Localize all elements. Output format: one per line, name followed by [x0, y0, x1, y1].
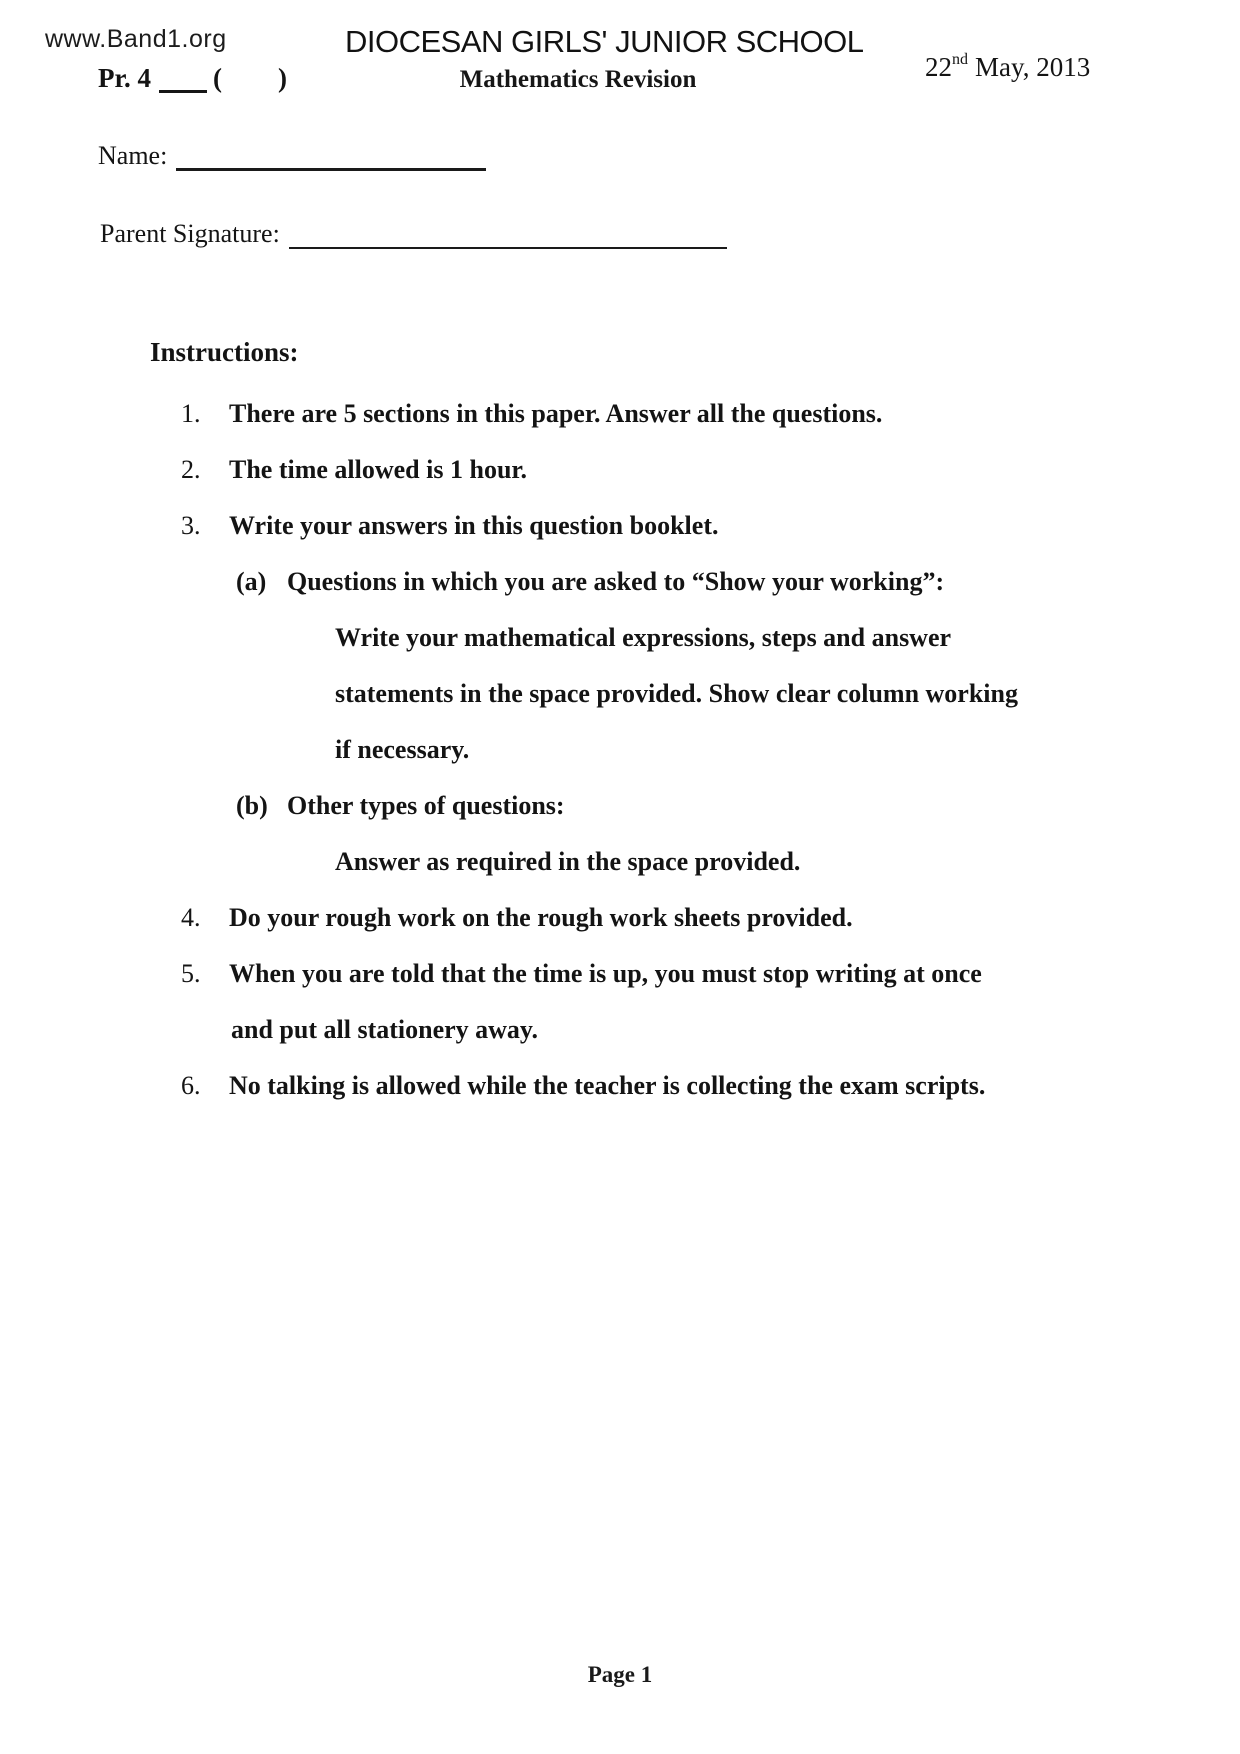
instruction-row: [0, 1058, 1240, 1114]
class-line: [98, 63, 287, 94]
paren-close: ): [278, 63, 287, 93]
school-name: DIOCESAN GIRLS' JUNIOR SCHOOL: [345, 24, 864, 59]
exam-date: [925, 52, 1090, 83]
subject-title: Mathematics Revision: [459, 66, 697, 93]
parent-signature-label: Parent Signature:: [100, 219, 280, 248]
instruction-continuation-row: [0, 666, 1240, 722]
instruction-text: if necessary.: [335, 735, 470, 764]
instruction-subitem-row: [0, 778, 1240, 834]
instruction-continuation-row: [0, 834, 1240, 890]
instruction-text: There are 5 sections in this paper. Answer all the questions.: [229, 399, 883, 428]
instruction-text: statements in the space provided. Show clear column working: [335, 679, 1018, 708]
paren-open: (: [213, 63, 222, 93]
date-day: 22: [925, 52, 952, 82]
instruction-continuation-row: [0, 722, 1240, 778]
instruction-text: Answer as required in the space provided.: [335, 847, 801, 876]
name-field-row: [98, 141, 486, 171]
instruction-text: No talking is allowed while the teacher is collecting the exam scripts.: [229, 1071, 986, 1100]
instruction-text: Write your mathematical expressions, steps and answer: [335, 623, 952, 652]
instruction-row: [0, 946, 1240, 1002]
instruction-continuation-row: [0, 610, 1240, 666]
instruction-number: 4.: [181, 903, 201, 932]
instruction-number: 2.: [181, 455, 201, 484]
instruction-number: 1.: [181, 399, 201, 428]
instruction-number: 6.: [181, 1071, 201, 1100]
class-blank-underline: [159, 63, 207, 93]
instruction-text: When you are told that the time is up, you must stop writing at once: [229, 959, 982, 988]
instruction-text: Questions in which you are asked to “Show your working”:: [287, 567, 945, 596]
watermark-url: www.Band1.org: [45, 25, 227, 53]
instructions-heading: Instructions:: [150, 337, 299, 367]
subitem-letter: (a): [236, 567, 267, 596]
header-title-block: [345, 24, 864, 94]
instructions-list: [0, 386, 1240, 1114]
instruction-row: [0, 386, 1240, 442]
instruction-text: Do your rough work on the rough work sheets provided.: [229, 903, 853, 932]
instruction-number: 5.: [181, 959, 201, 988]
parent-signature-row: [100, 219, 727, 249]
parent-signature-blank-line: [289, 221, 727, 249]
instruction-number: 3.: [181, 511, 201, 540]
instruction-subitem-row: [0, 554, 1240, 610]
instruction-continuation-row: [0, 1002, 1240, 1058]
class-label: Pr. 4: [98, 63, 151, 93]
instruction-text: and put all stationery away.: [231, 1015, 538, 1044]
instruction-text: Other types of questions:: [287, 791, 565, 820]
instruction-row: [0, 442, 1240, 498]
date-rest: May, 2013: [975, 52, 1091, 82]
page-number: Page 1: [587, 1662, 653, 1687]
instruction-text: Write your answers in this question booklet.: [229, 511, 719, 540]
date-ordinal: nd: [952, 51, 968, 68]
instruction-row: [0, 890, 1240, 946]
subitem-letter: (b): [236, 791, 268, 820]
name-label: Name:: [98, 141, 168, 170]
instruction-text: The time allowed is 1 hour.: [229, 455, 528, 484]
instruction-row: [0, 498, 1240, 554]
name-blank-line: [176, 142, 486, 171]
